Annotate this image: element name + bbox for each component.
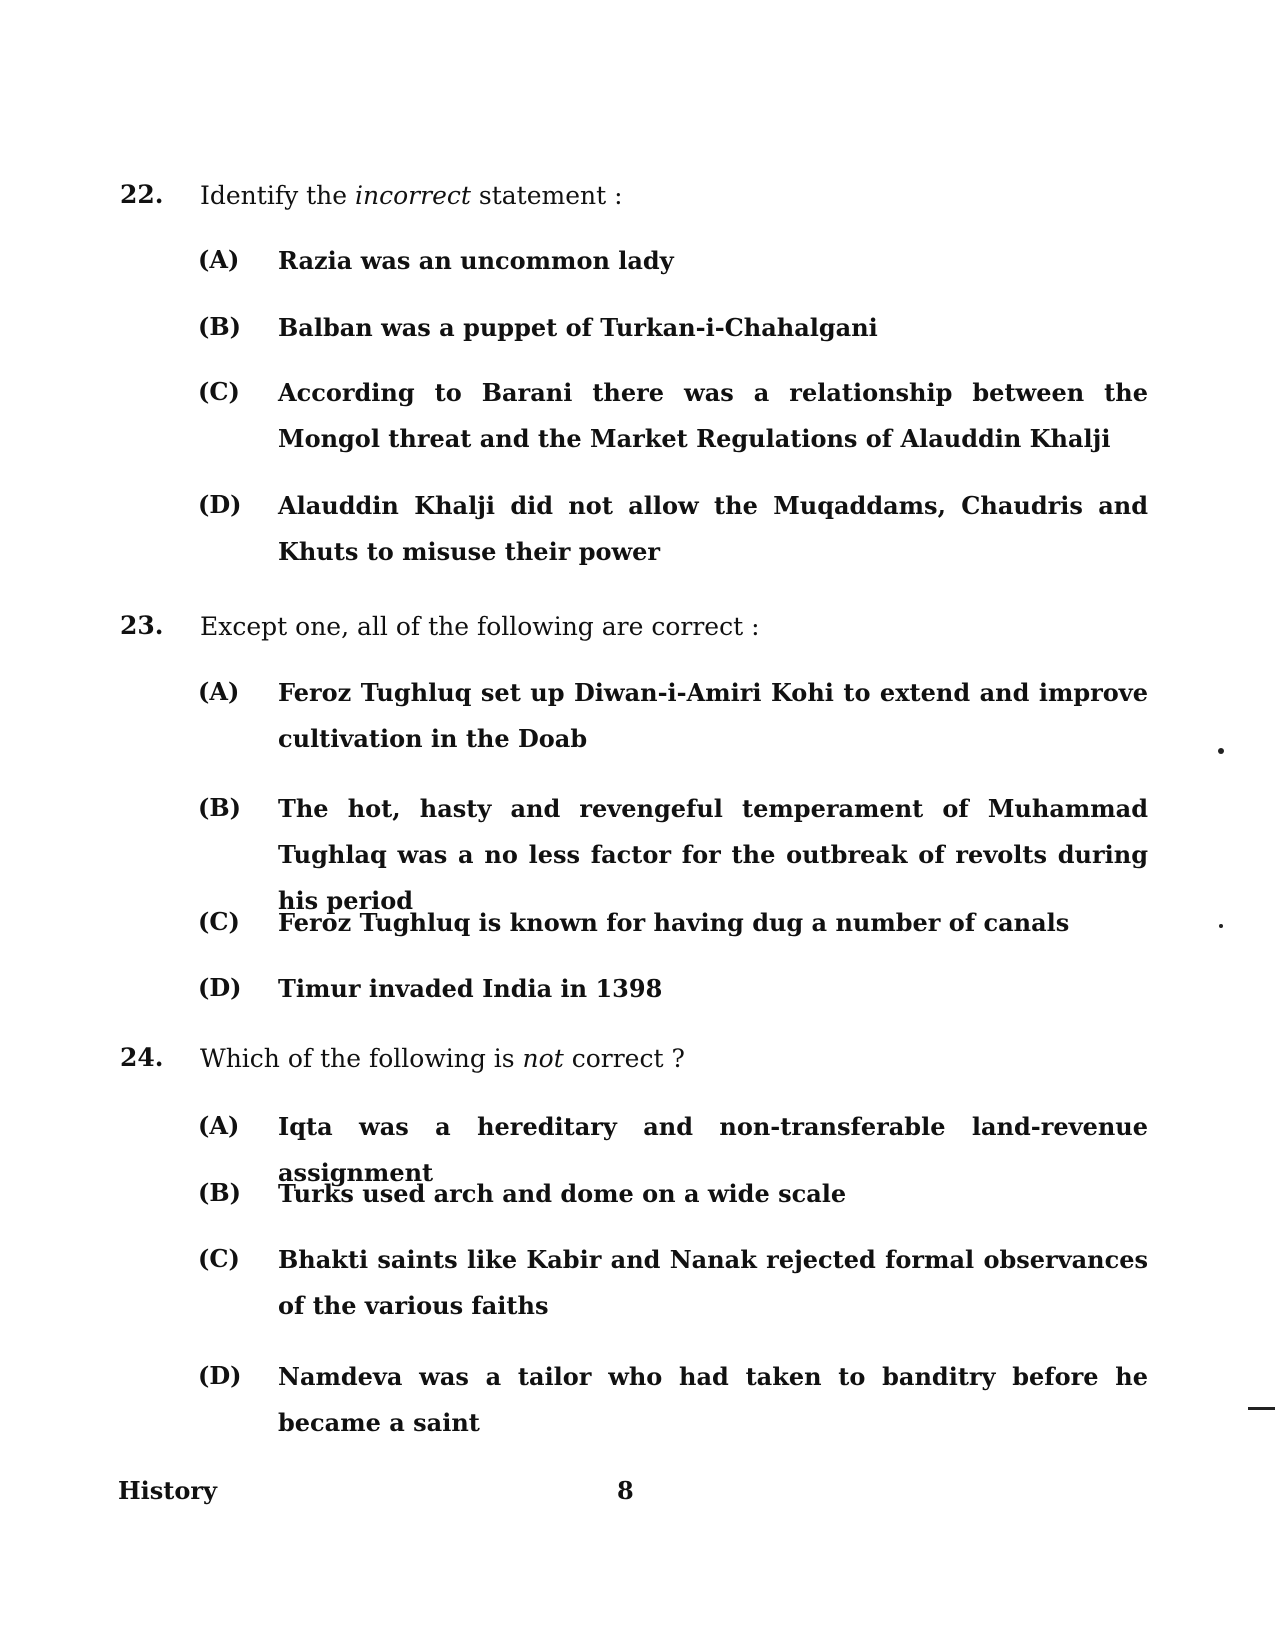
option-label: (B)	[198, 793, 241, 822]
option-text: According to Barani there was a relationship between the Mongol threat and the Market Regulations of Alauddin Khalji	[278, 378, 1148, 453]
footer-subject: History	[118, 1476, 217, 1505]
question-number: 22.	[120, 180, 164, 209]
option-text: Namdeva was a tailor who had taken to banditry before he became a saint	[278, 1362, 1148, 1437]
option-text: Iqta was a hereditary and non-transferable land-revenue assignment	[278, 1112, 1148, 1187]
option-label: (B)	[198, 1178, 241, 1207]
option-label: (D)	[198, 973, 242, 1002]
option-text: Balban was a puppet of Turkan-i-Chahalgani	[278, 313, 878, 342]
option-text: Timur invaded India in 1398	[278, 974, 663, 1003]
option-label: (D)	[198, 490, 242, 519]
option-text: Bhakti saints like Kabir and Nanak rejected formal observances of the various faiths	[278, 1245, 1148, 1320]
question-number: 23.	[120, 611, 164, 640]
option-label: (A)	[198, 677, 240, 706]
option-text: Alauddin Khalji did not allow the Muqaddams, Chaudris and Khuts to misuse their power	[278, 491, 1148, 566]
option-label: (C)	[198, 377, 240, 406]
question-stem: Except one, all of the following are correct :	[200, 612, 760, 641]
option-text: Turks used arch and dome on a wide scale	[278, 1179, 847, 1208]
option-label: (A)	[198, 1111, 240, 1140]
option-label: (B)	[198, 312, 241, 341]
question-stem: Which of the following is not correct ?	[200, 1044, 685, 1073]
option-label: (C)	[198, 907, 240, 936]
option-label: (D)	[198, 1361, 242, 1390]
option-label: (A)	[198, 245, 240, 274]
option-text: Feroz Tughluq set up Diwan-i-Amiri Kohi to extend and improve cultivation in the Doab	[278, 678, 1148, 753]
question-stem: Identify the incorrect statement :	[200, 181, 623, 210]
question-number: 24.	[120, 1043, 164, 1072]
margin-dot	[1219, 924, 1223, 928]
option-label: (C)	[198, 1244, 240, 1273]
margin-dash	[1248, 1407, 1275, 1410]
page-number: 8	[617, 1476, 634, 1505]
option-text: Feroz Tughluq is known for having dug a number of canals	[278, 908, 1070, 937]
option-text: The hot, hasty and revengeful temperament of Muhammad Tughlaq was a no less factor for the outbreak of revolts during his period	[278, 794, 1148, 915]
margin-dot	[1218, 748, 1224, 754]
option-text: Razia was an uncommon lady	[278, 246, 674, 275]
